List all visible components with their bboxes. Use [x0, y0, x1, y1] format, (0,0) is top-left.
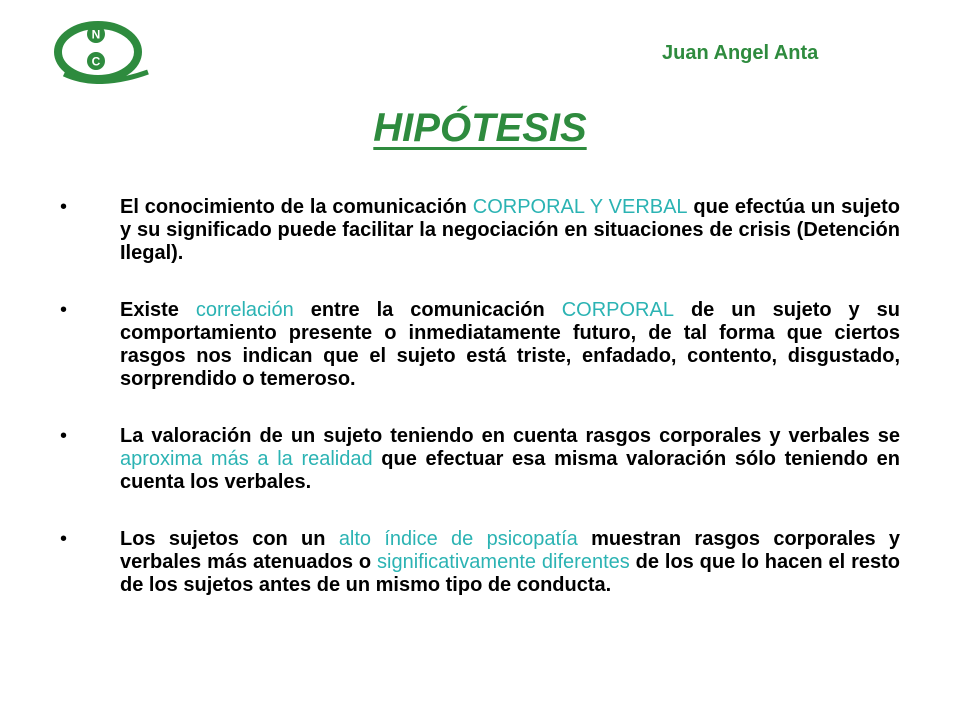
- bullet-text: [120, 425, 900, 494]
- bullet-dot-icon: •: [60, 299, 68, 321]
- author-name: Juan Angel Anta: [662, 42, 819, 64]
- text-segment: que efectuar esa misma valoración sólo teniendo en cuenta los verbales.: [120, 448, 900, 493]
- bullet-text: [120, 196, 900, 265]
- list-item: [60, 528, 900, 597]
- bullet-text: [120, 528, 900, 597]
- nc-logo-icon: [52, 14, 152, 84]
- bullet-dot-icon: •: [60, 425, 68, 447]
- bullet-dot-icon: •: [60, 196, 68, 218]
- nc-logo: [52, 14, 152, 84]
- text-segment: de un sujeto y su comportamiento presente o inmediatamente futuro, de tal forma que ciertos rasgos nos indican que el sujeto está triste, enfadado, contento, disgustado, sorprendido o temeroso.: [120, 299, 900, 390]
- highlight-segment: significativamente diferentes: [377, 551, 630, 573]
- highlight-segment: alto índice de psicopatía: [338, 528, 578, 550]
- bullet-dot-icon: •: [60, 528, 68, 550]
- highlight-segment: correlación: [195, 299, 294, 321]
- text-segment: entre la comunicación: [293, 299, 562, 321]
- text-segment: Los sujetos con un: [120, 528, 339, 550]
- text-segment: El conocimiento de la comunicación: [120, 196, 473, 218]
- text-segment: de los que lo hacen el resto de los sujetos antes de un mismo tipo de conducta.: [120, 551, 900, 596]
- logo-letter-n: N: [91, 27, 101, 42]
- bullet-text: [120, 299, 900, 391]
- list-item: [60, 425, 900, 494]
- text-segment: Existe: [120, 299, 196, 321]
- text-segment: La valoración de un sujeto teniendo en cuenta rasgos corporales y verbales se: [120, 425, 900, 447]
- highlight-segment: CORPORAL: [561, 299, 674, 321]
- text-segment: muestran rasgos corporales y verbales más atenuados o: [120, 528, 901, 573]
- list-item: [60, 196, 900, 265]
- slide-title: HIPÓTESIS: [373, 106, 587, 150]
- text-segment: que efectúa un sujeto y su significado puede facilitar la negociación en situaciones de crisis (Detención Ilegal).: [120, 196, 900, 264]
- hypothesis-list: [60, 196, 900, 631]
- logo-letter-c: C: [91, 54, 101, 69]
- highlight-segment: CORPORAL Y VERBAL: [472, 196, 688, 218]
- list-item: [60, 299, 900, 391]
- highlight-segment: aproxima más a la realidad: [120, 448, 373, 470]
